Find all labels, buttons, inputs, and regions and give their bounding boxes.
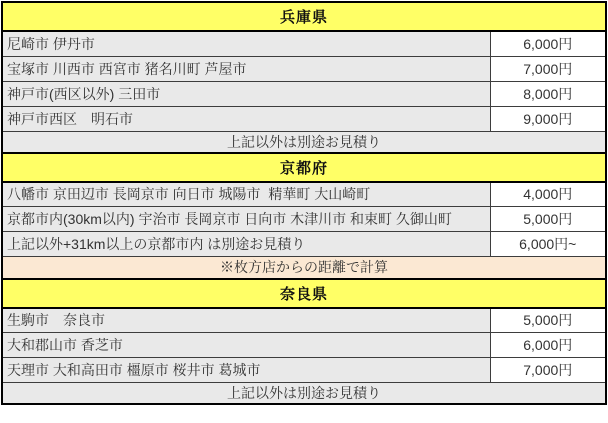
area-cell: 宝塚市 川西市 西宮市 猪名川町 芦屋市	[2, 56, 490, 81]
table-row	[2, 232, 606, 257]
table-row	[2, 358, 606, 383]
area-cell: 尼崎市 伊丹市	[2, 31, 490, 56]
area-cell: 八幡市 京田辺市 長岡京市 向日市 城陽市 精華町 大山崎町	[2, 182, 490, 207]
price-cell: 6,000円	[490, 31, 606, 56]
price-cell: 4,000円	[490, 182, 606, 207]
prefecture-header-hyogo: 兵庫県	[2, 2, 606, 31]
delivery-fee-table	[1, 1, 607, 405]
table-row	[2, 106, 606, 131]
table-row	[2, 308, 606, 333]
table-row	[2, 31, 606, 56]
estimate-footer-nara: 上記以外は別途お見積り	[2, 383, 606, 405]
price-cell: 9,000円	[490, 106, 606, 131]
price-cell: 7,000円	[490, 56, 606, 81]
price-cell: 5,000円	[490, 207, 606, 232]
table-row	[2, 56, 606, 81]
price-cell: 7,000円	[490, 358, 606, 383]
table-row	[2, 279, 606, 308]
area-cell: 京都市内(30km以内) 宇治市 長岡京市 日向市 木津川市 和束町 久御山町	[2, 207, 490, 232]
price-cell: 5,000円	[490, 308, 606, 333]
area-cell: 大和郡山市 香芝市	[2, 333, 490, 358]
area-cell: 天理市 大和高田市 橿原市 桜井市 葛城市	[2, 358, 490, 383]
table-row	[2, 257, 606, 279]
table-row	[2, 182, 606, 207]
prefecture-header-kyoto: 京都府	[2, 153, 606, 182]
table-row	[2, 153, 606, 182]
table-row	[2, 207, 606, 232]
area-cell: 上記以外+31km以上の京都市内 は別途お見積り	[2, 232, 490, 257]
table-row	[2, 2, 606, 31]
prefecture-header-nara: 奈良県	[2, 279, 606, 308]
table-row	[2, 81, 606, 106]
table-row	[2, 131, 606, 153]
distance-calc-note: ※枚方店からの距離で計算	[2, 257, 606, 279]
price-cell: 8,000円	[490, 81, 606, 106]
table-row	[2, 333, 606, 358]
price-cell: 6,000円~	[490, 232, 606, 257]
table-row	[2, 383, 606, 405]
estimate-footer-hyogo: 上記以外は別途お見積り	[2, 131, 606, 153]
area-cell: 神戸市西区 明石市	[2, 106, 490, 131]
area-cell: 生駒市 奈良市	[2, 308, 490, 333]
price-cell: 6,000円	[490, 333, 606, 358]
area-cell: 神戸市(西区以外) 三田市	[2, 81, 490, 106]
